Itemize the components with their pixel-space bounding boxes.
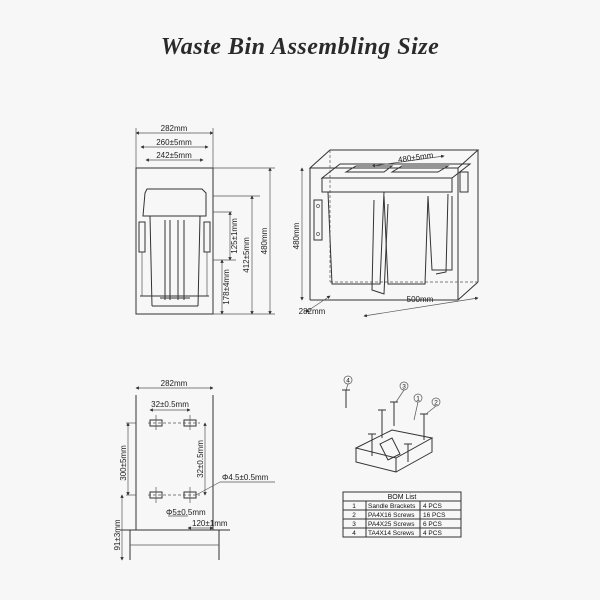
dim-install-width-282: 282mm [160,379,188,388]
callout-2: 2 [434,399,438,407]
dim-front-width-260: 260±5mm [156,138,192,147]
bom-row-2-item: PA4X16 Screws [368,512,415,519]
dim-install-spacing-32-v: 32±0.5mm [196,440,205,478]
dim-front-height-178: 178±4mm [222,269,231,305]
perspective-view [292,150,478,316]
dim-install-offset-5: Φ5±0.5mm [166,508,206,517]
installation-view [113,379,275,560]
dim-front-width-282: 282mm [160,124,188,133]
dim-install-height-91: 91±3mm [113,519,122,551]
dim-persp-width-480: 480±5mm [397,150,434,165]
dim-install-spacing-32-h: 32±0.5mm [151,400,189,409]
bom-row-1-qty: 4 PCS [423,503,442,510]
drawing-title: Waste Bin Assembling Size [160,34,440,60]
bom-row-2-no: 2 [352,512,356,519]
dim-persp-width-500: 500mm [406,295,434,304]
bom-row-2-qty: 16 PCS [423,512,446,519]
dim-persp-height-480: 480mm [292,222,301,250]
bom-row-3-qty: 6 PCS [423,521,442,528]
bom-row-4-qty: 4 PCS [423,530,442,537]
dim-persp-depth-282: 282mm [298,307,326,316]
screw-icon [390,402,398,426]
dim-install-hole-diameter: Φ4.5±0.5mm [222,473,269,482]
bom-row-3-no: 3 [352,521,356,528]
callout-3: 3 [402,383,406,391]
screw-icon [342,390,350,408]
bom-row-4-no: 4 [352,530,356,537]
bom-row-1-item: Sandle Brackets [368,503,416,510]
bom-row-4-item: TA4X14 Screws [368,530,415,537]
bom-title: BOM List [387,494,417,501]
hardware-exploded-view [342,376,440,472]
front-view [136,124,275,314]
dim-front-height-125: 125±1mm [230,218,239,254]
dim-front-height-412: 412±5mm [242,237,251,273]
bom-row-1-no: 1 [352,503,356,510]
dim-install-depth-120: 120±1mm [192,519,228,528]
callout-1: 1 [416,395,420,403]
dim-install-height-300: 300±5mm [119,445,128,481]
bom-table [343,492,461,537]
bom-row-3-item: PA4X25 Screws [368,521,415,528]
dim-front-height-480: 480mm [260,227,269,255]
bracket-icon [356,430,432,458]
dim-front-width-242: 242±5mm [156,151,192,160]
callout-4: 4 [346,377,350,385]
